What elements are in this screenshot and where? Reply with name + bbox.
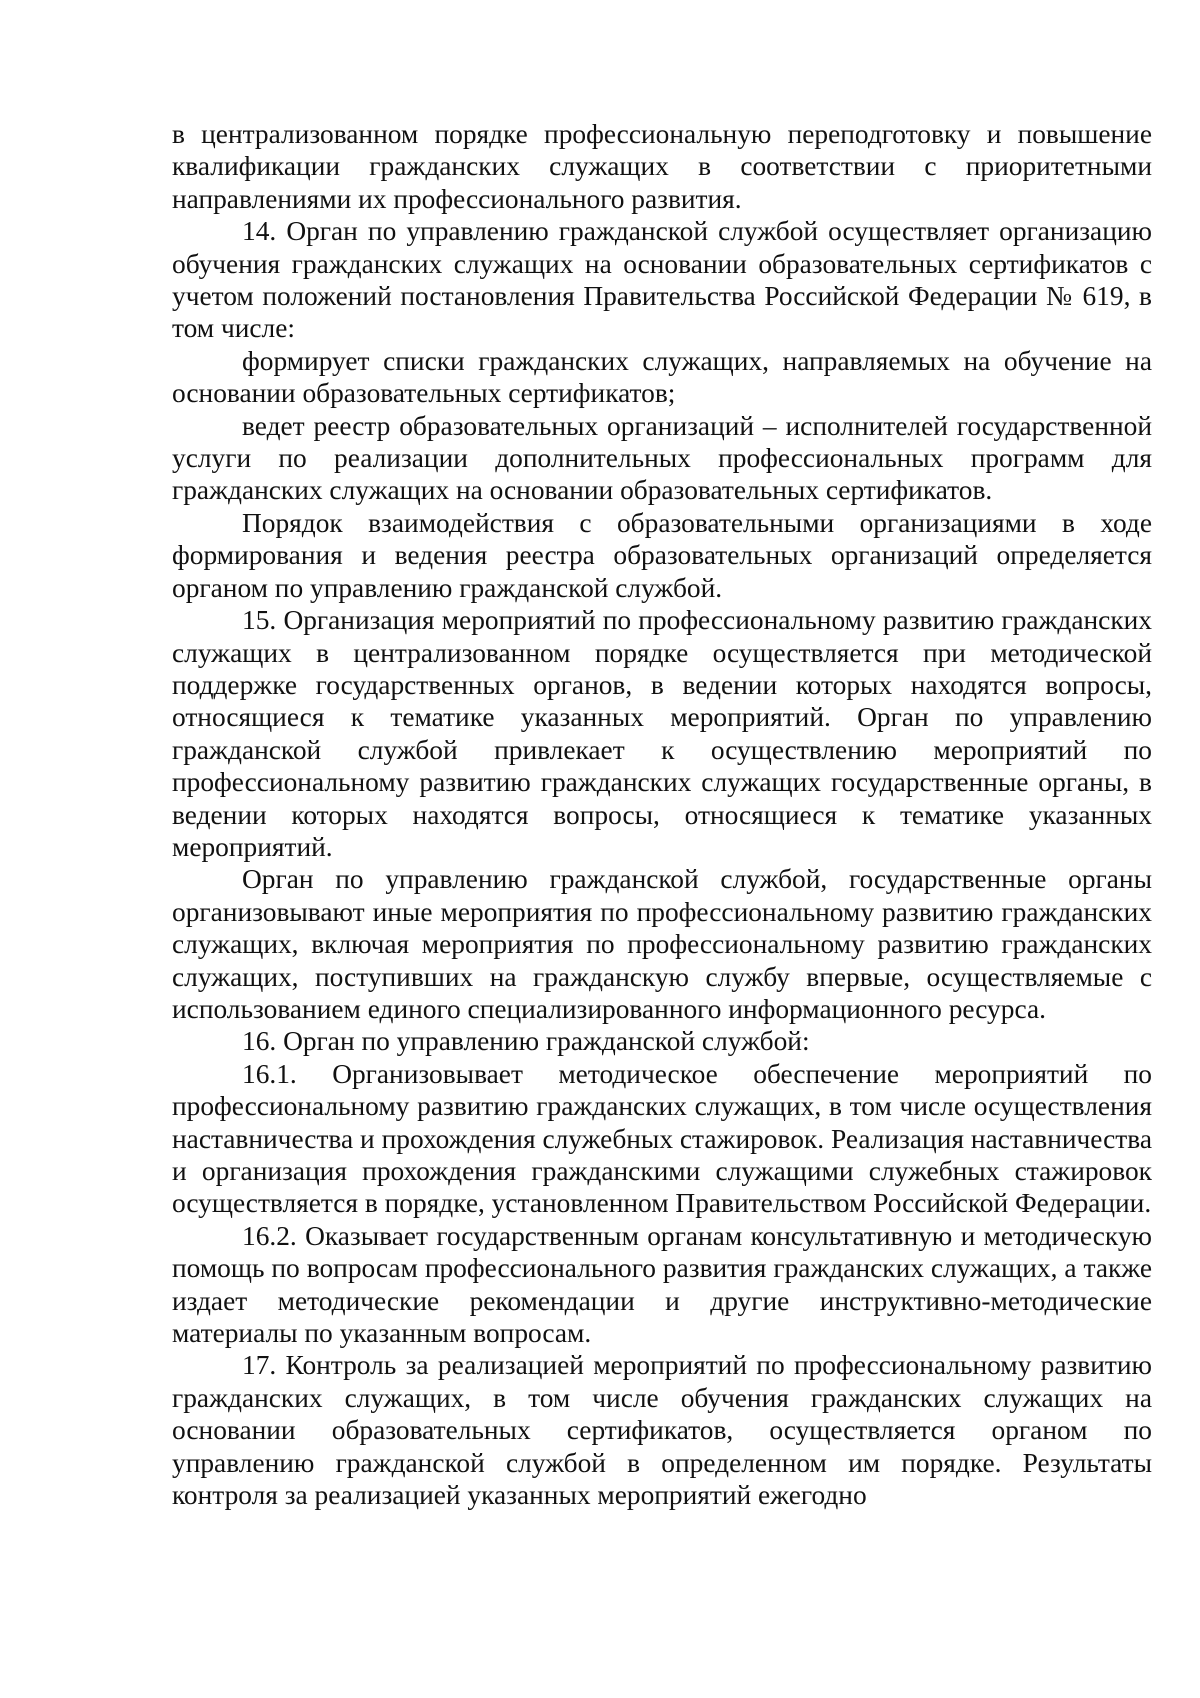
paragraph-continuation: в централизованном порядке профессиональную переподготовку и повышение квалификации гражданских служащих в соответствии с приоритетными направлениями их профессионального развития.	[172, 119, 1152, 214]
paragraph-item-17: 17. Контроль за реализацией мероприятий по профессиональному развитию гражданских служащих, в том числе обучения гражданских служащих на основании образовательных сертификатов, осуществляется органом по управлению гражданской службой в определенном им порядке. Результаты контроля за реализацией указанных мероприятий ежегодно	[172, 1350, 1152, 1511]
paragraph-item-14-list-1: формирует списки гражданских служащих, направляемых на обучение на основании образовательных сертификатов;	[172, 345, 1152, 409]
paragraph-item-14-list-2: ведет реестр образовательных организаций – исполнителей государственной услуги по реализации дополнительных профессиональных программ для гражданских служащих на основании образовательных сертификатов.	[172, 410, 1152, 506]
paragraph-item-16: 16. Орган по управлению гражданской службой:	[242, 1026, 810, 1057]
paragraph-item-16-2: 16.2. Оказывает государственным органам консультативную и методическую помощь по вопросам профессионального развития гражданских служащих, а также издает методические рекомендации и другие инструктивно-методические материалы по указанным вопросам.	[172, 1220, 1152, 1349]
paragraph-item-15-continued: Орган по управлению гражданской службой, государственные органы организовывают иные мероприятия по профессиональному развитию гражданских служащих, включая мероприятия по профессиональному развитию гражданских служащих, поступивших на гражданскую службу впервые, осуществляемые с использованием единого специализированного информационного ресурса.	[172, 864, 1152, 1024]
document-body	[172, 118, 1152, 1511]
paragraph-item-14: 14. Орган по управлению гражданской службой осуществляет организацию обучения гражданских служащих на основании образовательных сертификатов с учетом положений постановления Правительства Российской Федерации № 619, в том числе:	[172, 216, 1152, 344]
paragraph-item-16-1: 16.1. Организовывает методическое обеспечение мероприятий по профессиональному развитию гражданских служащих, в том числе осуществления наставничества и прохождения служебных стажировок. Реализация наставничества и организация прохождения гражданскими служащими служебных стажировок осуществляется в порядке, установленном Правительством Российской Федерации.	[172, 1058, 1152, 1219]
paragraph-item-15: 15. Организация мероприятий по профессиональному развитию гражданских служащих в централизованном порядке осуществляется при методической поддержке государственных органов, в ведении которых находятся вопросы, относящиеся к тематике указанных мероприятий. Орган по управлению гражданской службой привлекает к осуществлению мероприятий по профессиональному развитию гражданских служащих государственные органы, в ведении которых находятся вопросы, относящиеся к тематике указанных мероприятий.	[172, 605, 1152, 862]
paragraph-interaction-procedure: Порядок взаимодействия с образовательными организациями в ходе формирования и ведения реестра образовательных организаций определяется органом по управлению гражданской службой.	[172, 507, 1152, 603]
